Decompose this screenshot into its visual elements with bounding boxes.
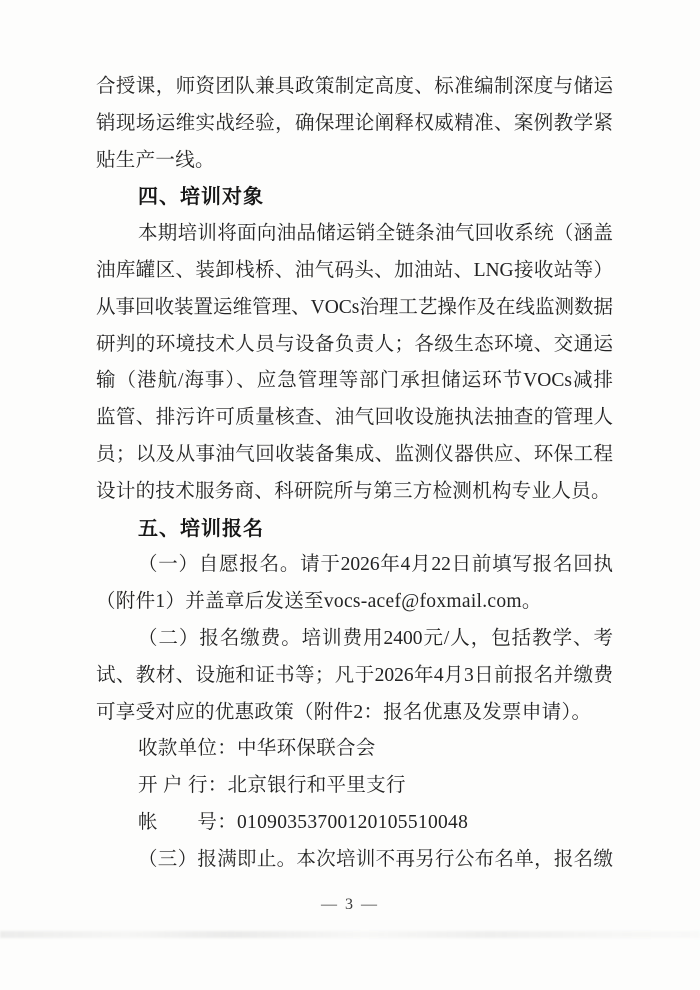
text-line: 销现场运维实战经验，确保理论阐释权威精准、案例教学紧 xyxy=(96,112,613,134)
text-line: 试、教材、设施和证书等；凡于2026年4月3日前报名并缴费 xyxy=(96,664,613,686)
document-body xyxy=(96,69,613,879)
scan-noise-band xyxy=(0,931,700,938)
text-line: 员；以及从事油气回收装备集成、监测仪器供应、环保工程 xyxy=(96,443,613,465)
text-line: 贴生产一线。 xyxy=(96,149,215,171)
text-line: 从事回收装置运维管理、VOCs治理工艺操作及在线监测数据 xyxy=(96,296,613,318)
text-line: 输（港航/海事）、应急管理等部门承担储运环节VOCs减排 xyxy=(96,370,613,392)
text-line: 可享受对应的优惠政策（附件2：报名优惠及发票申请）。 xyxy=(96,701,592,723)
page-number: — 3 — xyxy=(321,896,379,913)
bank-line: 开 户 行：北京银行和平里支行 xyxy=(138,775,406,797)
text-line: 本期培训将面向油品储运销全链条油气回收系统（涵盖 xyxy=(138,223,613,245)
section-heading-registration: 五、培训报名 xyxy=(138,517,264,540)
text-line: 监管、排污许可质量核查、油气回收设施执法抽查的管理人 xyxy=(96,407,613,429)
payee-line: 收款单位：中华环保联合会 xyxy=(138,738,376,760)
text-line: （一）自愿报名。请于2026年4月22日前填写报名回执 xyxy=(138,554,613,576)
text-line: 油库罐区、装卸栈桥、油气码头、加油站、LNG接收站等） xyxy=(96,259,613,281)
email-line: （附件1）并盖章后发送至vocs-acef@foxmail.com。 xyxy=(96,591,542,613)
text-line: 设计的技术服务商、科研院所与第三方检测机构专业人员。 xyxy=(96,480,611,502)
text-line: （二）报名缴费。培训费用2400元/人，包括教学、考 xyxy=(138,627,613,649)
text-line: 研判的环境技术人员与设备负责人；各级生态环境、交通运 xyxy=(96,333,613,355)
section-heading-training-targets: 四、培训对象 xyxy=(138,186,264,209)
text-line: （三）报满即止。本次培训不再另行公布名单，报名缴 xyxy=(138,848,613,870)
text-line: 合授课，师资团队兼具政策制定高度、标准编制深度与储运 xyxy=(96,76,613,97)
account-number-line: 帐 号：01090353700120105510048 xyxy=(138,811,469,833)
